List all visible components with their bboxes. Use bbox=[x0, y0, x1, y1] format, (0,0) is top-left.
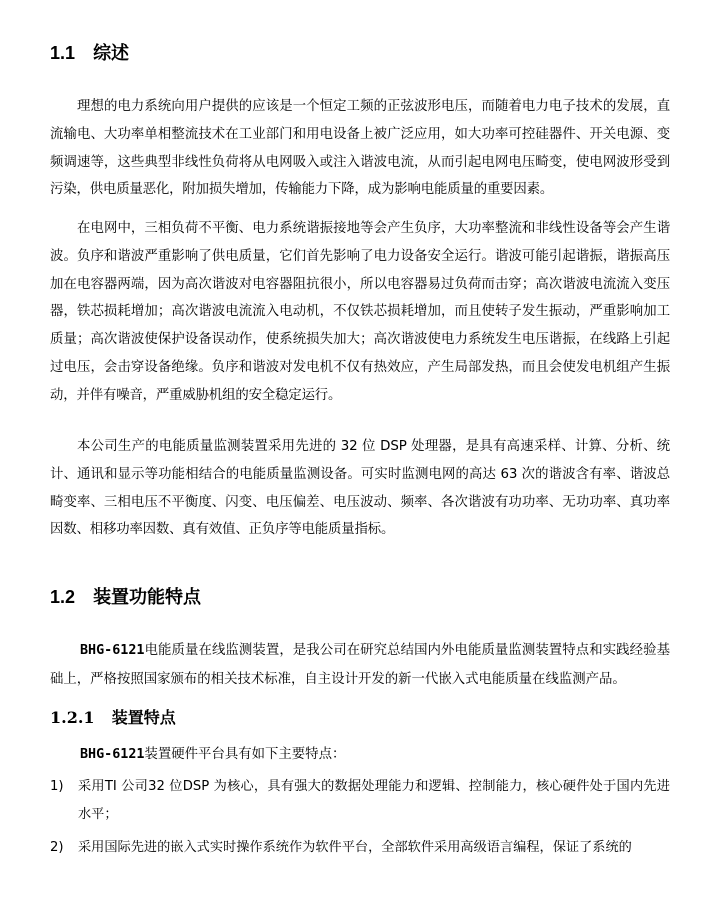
section-1-2-heading bbox=[50, 585, 201, 610]
paragraph-overview-2: 在电网中，三相负荷不平衡、电力系统谐振接地等会产生负序，大功率整流和非线性设备等会产生谐波。负序和谐波严重影响了供电质量，它们首先影响了电力设备安全运行。谐波可能引起谐振，谐振高压加在电容器两端，因为高次谐波对电容器阻抗很小，所以电容器易过负荷而击穿；高次谐波电流流入变压器，铁芯损耗增加；高次谐波电流流入电动机，不仅铁芯损耗增加，而且使转子发生振动，严重影响加工质量；高次谐波使保护设备误动作，使系统损失加大；高次谐波使电力系统发生电压谐振，在线路上引起过电压，会击穿设备绝缘。负序和谐波对发电机不仅有热效应，产生局部发热，而且会使发电机组产生振动，并伴有噪音，严重威胁机组的安全稳定运行。 bbox=[50, 221, 670, 403]
section-number: 1.1 bbox=[50, 43, 76, 63]
list-item-number: 2) bbox=[50, 840, 64, 855]
list-item bbox=[50, 834, 670, 862]
section-number: 1.2 bbox=[50, 587, 76, 607]
paragraph-device-intro bbox=[50, 636, 670, 694]
list-item-number: 1) bbox=[50, 779, 64, 794]
section-number: 1.2.1 bbox=[50, 708, 95, 727]
section-title: 综述 bbox=[93, 43, 130, 64]
list-item-text: 采用国际先进的嵌入式实时操作系统作为软件平台，全部软件采用高级语言编程，保证了系统的 bbox=[78, 840, 632, 855]
list-item-text: 采用TI 公司32 位DSP 为核心，具有强大的数据处理能力和逻辑、控制能力，核心硬件处于国内先进水平； bbox=[78, 779, 670, 822]
section-title: 装置特点 bbox=[111, 708, 176, 727]
section-title: 装置功能特点 bbox=[93, 587, 202, 608]
hardware-intro-text: 装置硬件平台具有如下主要特点： bbox=[144, 747, 346, 762]
product-model: BHG-6121 bbox=[80, 747, 145, 762]
device-intro-text: 电能质量在线监测装置，是我公司在研究总结国内外电能质量监测装置特点和实践经验基础上，严格按照国家颁布的相关技术标准，自主设计开发的新一代嵌入式电能质量在线监测产品。 bbox=[50, 643, 670, 687]
paragraph-overview-3: 本公司生产的电能质量监测装置采用先进的 32 位 DSP 处理器，是具有高速采样、计算、分析、统计、通讯和显示等功能相结合的电能质量监测设备。可实时监测电网的高达 63 次的谐波含有率、谐波总畸变率、三相电压不平衡度、闪变、电压偏差、电压波动、频率、各次谐波有功功率、无功功率、真功率因数、相移功率因数、真有效值、正负序等电能质量指标。 bbox=[50, 439, 670, 538]
product-model: BHG-6121 bbox=[80, 643, 145, 658]
section-1-1-heading bbox=[50, 41, 129, 66]
paragraph-hardware-intro bbox=[50, 740, 670, 769]
section-1-2-1-heading bbox=[50, 707, 176, 729]
paragraph-overview-1: 理想的电力系统向用户提供的应该是一个恒定工频的正弦波形电压，而随着电力电子技术的发展，直流输电、大功率单相整流技术在工业部门和用电设备上被广泛应用，如大功率可控硅器件、开关电源、变频调速等，这些典型非线性负荷将从电网吸入或注入谐波电流，从而引起电网电压畸变，使电网波形受到污染，供电质量恶化，附加损失增加，传输能力下降，成为影响电能质量的重要因素。 bbox=[50, 99, 670, 198]
list-item bbox=[50, 773, 670, 828]
